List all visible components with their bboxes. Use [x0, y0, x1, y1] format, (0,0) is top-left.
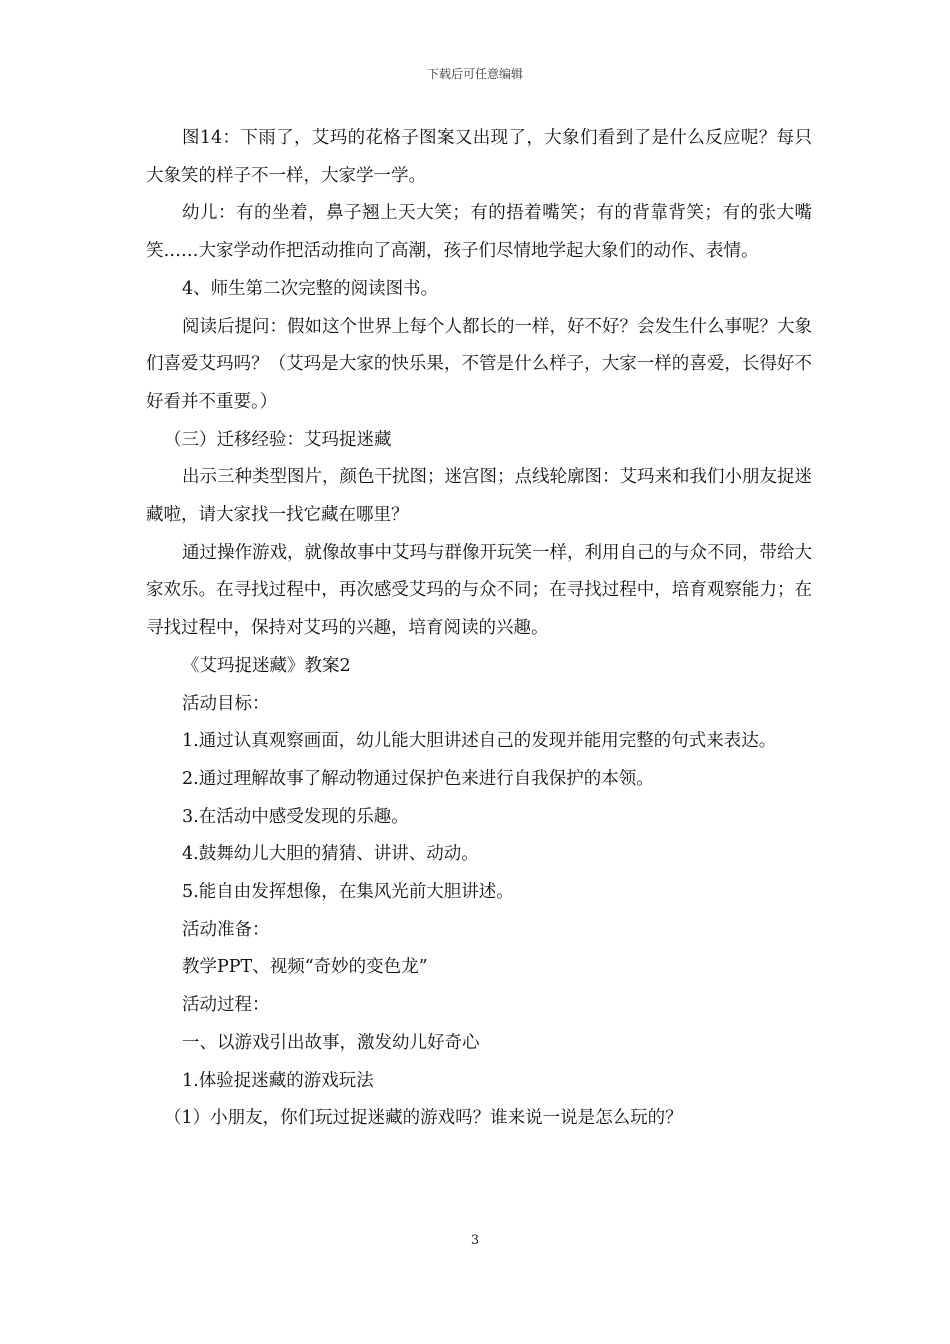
- goal-item-1: 1.通过认真观察画面，幼儿能大胆讲述自己的发现并能用完整的句式来表达。: [182, 731, 777, 752]
- heading-activity-process: 活动过程：: [182, 995, 270, 1016]
- goal-item-4: 4.鼓舞幼儿大胆的猜猜、讲讲、动动。: [182, 844, 479, 865]
- section-heading-transfer: （三）迁移经验：艾玛捉迷藏: [164, 429, 392, 450]
- paragraph-post-reading-questions: 阅读后提问：假如这个世界上每个人都长的一样，好不好？会发生什么事呢？大象们喜爱艾玛吗？（艾玛是大家的快乐果，不管是什么样子，大家一样的喜爱，长得好不好看并不重要。）: [146, 316, 812, 412]
- goal-item-2: 2.通过理解故事了解动物通过保护色来进行自我保护的本领。: [182, 768, 654, 789]
- process-substep-1: 1.体验捉迷藏的游戏玩法: [182, 1070, 374, 1091]
- heading-activity-preparation: 活动准备：: [182, 919, 270, 940]
- document-body: [146, 120, 812, 1138]
- page-header: 下载后可任意编辑: [426, 67, 523, 81]
- page-number: 3: [470, 1233, 480, 1248]
- goal-item-3: 3.在活动中感受发现的乐趣。: [182, 806, 409, 827]
- paragraph-children-response: 幼儿：有的坐着，鼻子翘上天大笑；有的捂着嘴笑；有的背靠背笑；有的张大嘴笑……大家学动作把活动推向了高潮，孩子们尽情地学起大象们的动作、表情。: [146, 203, 812, 262]
- paragraph-game-operation: 通过操作游戏，就像故事中艾玛与群像开玩笑一样，利用自己的与众不同，带给大家欢乐。在寻找过程中，再次感受艾玛的与众不同；在寻找过程中，培育观察能力；在寻找过程中，保持对艾玛的兴趣，培育阅读的兴趣。: [146, 542, 812, 639]
- heading-activity-goals: 活动目标：: [182, 693, 270, 714]
- paragraph-show-pictures: 出示三种类型图片，颜色干扰图；迷宫图；点线轮廓图：艾玛来和我们小朋友捉迷藏啦，请大家找一找它藏在哪里？: [146, 467, 812, 526]
- paragraph-second-reading: 4、师生第二次完整的阅读图书。: [182, 278, 439, 299]
- process-question-1: （1）小朋友，你们玩过捉迷藏的游戏吗？谁来说一说是怎么玩的？: [164, 1108, 683, 1129]
- lesson-plan-title: 《艾玛捉迷藏》教案2: [182, 655, 351, 676]
- process-step-1: 一、以游戏引出故事，激发幼儿好奇心: [182, 1032, 480, 1053]
- paragraph-figure-14: 图14：下雨了，艾玛的花格子图案又出现了，大象们看到了是什么反应呢？每只大象笑的样子不一样，大家学一学。: [146, 128, 812, 186]
- preparation-materials: 教学PPT、视频“奇妙的变色龙”: [182, 957, 428, 978]
- goal-item-5: 5.能自由发挥想像，在集风光前大胆讲述。: [182, 882, 514, 903]
